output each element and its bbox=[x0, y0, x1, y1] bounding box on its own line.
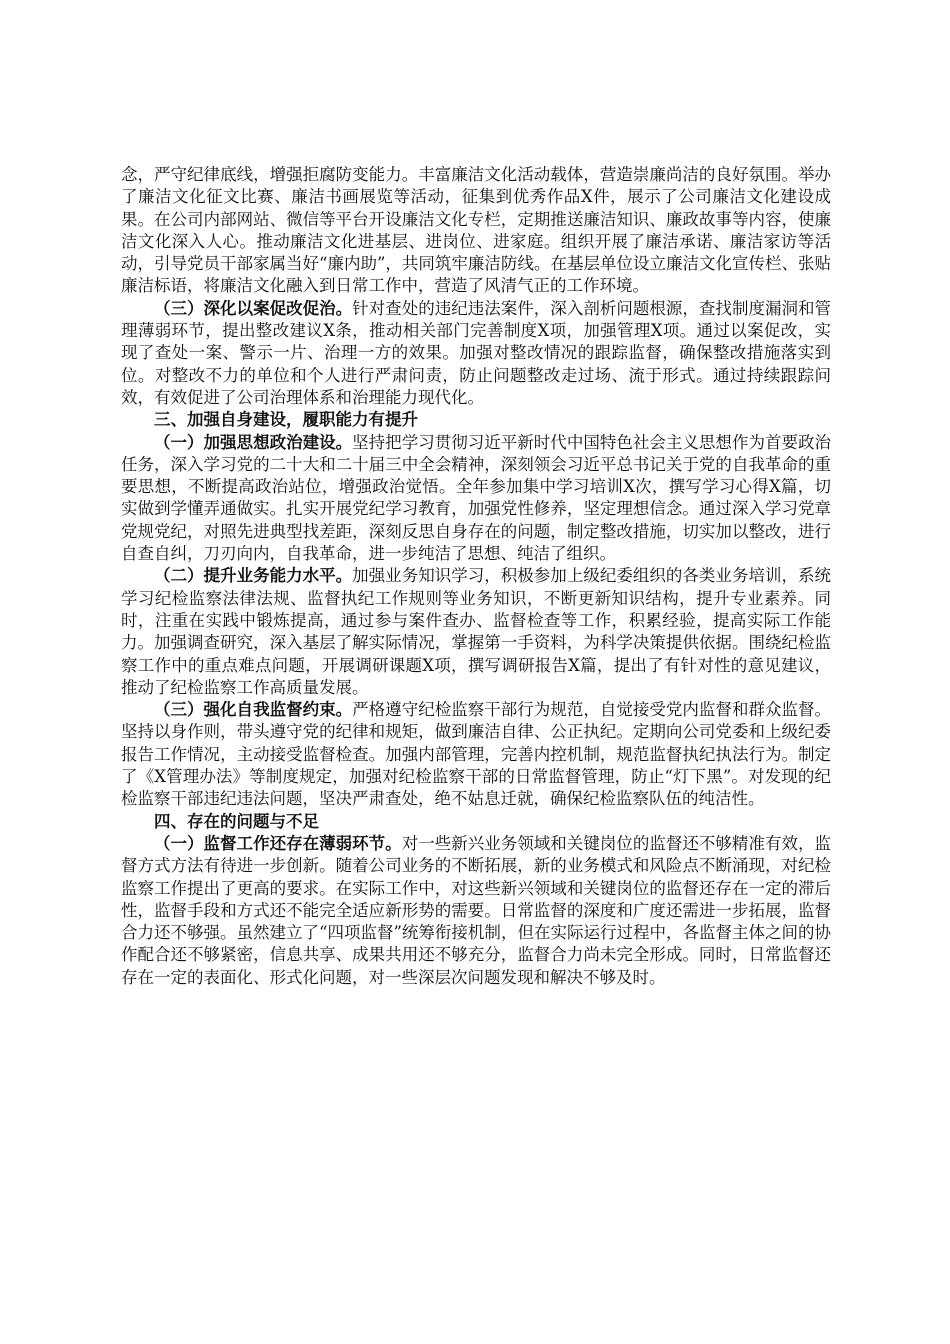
paragraph-self-supervision bbox=[121, 699, 831, 810]
paragraph-lead: （二）提升业务能力水平。 bbox=[154, 566, 353, 586]
section-heading-4: 四、存在的问题与不足 bbox=[154, 811, 319, 831]
paragraph-lead: （一）监督工作还存在薄弱环节。 bbox=[154, 833, 402, 853]
paragraph-text: 严格遵守纪检监察干部行为规范，自觉接受党内监督和群众监督。坚持以身作则，带头遵守党的纪律和规矩，做到廉洁自律、公正执纪。定期向公司党委和上级纪委报告工作情况，主动接受监督检查。加强内部管理，完善内控机制，规范监督执纪执法行为。制定了《X管理办法》等制度规定，加强对纪检监察干部的日常监督管理，防止“灯下黑”。对发现的纪检监察干部违纪违法问题，坚决严肃查处，绝不姑息迁就，确保纪检监察队伍的纯洁性。 bbox=[121, 700, 832, 809]
paragraph-case-reform bbox=[121, 298, 831, 409]
paragraph-text: 针对查处的违纪违法案件，深入剖析问题根源，查找制度漏洞和管理薄弱环节，提出整改建议X条，推动相关部门完善制度X项，加强管理X项。通过以案促改，实现了查处一案、警示一片、治理一方的效果。加强对整改情况的跟踪监督，确保整改措施落实到位。对整改不力的单位和个人进行严肃问责，防止问题整改走过场、流于形式。通过持续跟踪问效，有效促进了公司治理体系和治理能力现代化。 bbox=[121, 298, 832, 407]
paragraph-lead: （一）加强思想政治建设。 bbox=[154, 432, 353, 452]
paragraph-text: 念，严守纪律底线，增强拒腐防变能力。丰富廉洁文化活动载体，营造崇廉尚洁的良好氛围。举办了廉洁文化征文比赛、廉洁书画展览等活动，征集到优秀作品X件，展示了公司廉洁文化建设成果。在公司内部网站、微信等平台开设廉洁文化专栏，定期推送廉洁知识、廉政故事等内容，使廉洁文化深入人心。推动廉洁文化进基层、进岗位、进家庭。组织开展了廉洁承诺、廉洁家访等活动，引导党员干部家属当好“廉内助”，共同筑牢廉洁防线。在基层单位设立廉洁文化宣传栏、张贴廉洁标语，将廉洁文化融入到日常工作中，营造了风清气正的工作环境。 bbox=[121, 165, 831, 296]
paragraph-business-ability bbox=[121, 565, 831, 699]
document-page bbox=[121, 164, 831, 989]
paragraph-text: 坚持把学习贯彻习近平新时代中国特色社会主义思想作为首要政治任务，深入学习党的二十大和二十届三中全会精神，深刻领会习近平总书记关于党的自我革命的重要思想，不断提高政治站位，增强政治觉悟。全年参加集中学习培训X次，撰写学习心得X篇，切实做到学懂弄通做实。扎实开展党纪学习教育，加强党性修养，坚定理想信念。通过深入学习党章党规党纪，对照先进典型找差距，深刻反思自身存在的问题，制定整改措施，切实加以整改，进行自查自纠，刀刃向内，自我革命，进一步纯洁了思想、纯洁了组织。 bbox=[121, 432, 832, 564]
section-heading-3: 三、加强自身建设，履职能力有提升 bbox=[154, 410, 418, 430]
paragraph-culture bbox=[121, 164, 831, 298]
paragraph-text: 对一些新兴业务领域和关键岗位的监督还不够精准有效，监督方式方法有待进一步创新。随着公司业务的不断拓展，新的业务模式和风险点不断涌现，对纪检监察工作提出了更高的要求。在实际工作中，对这些新兴领域和关键岗位的监督还存在一定的滞后性，监督手段和方式还不能完全适应新形势的需要。日常监督的深度和广度还需进一步拓展，监督合力还不够强。虽然建立了“四项监督”统筹衔接机制，但在实际运行过程中，各监督主体之间的协作配合还不够紧密，信息共享、成果共用还不够充分，监督合力尚未完全形成。同时，日常监督还存在一定的表面化、形式化问题，对一些深层次问题发现和解决不够及时。 bbox=[121, 833, 832, 987]
paragraph-lead: （三）强化自我监督约束。 bbox=[154, 700, 353, 720]
paragraph-lead: （三）深化以案促改促治。 bbox=[154, 298, 353, 318]
paragraph-political bbox=[121, 432, 831, 566]
paragraph-weak-supervision bbox=[121, 833, 831, 989]
paragraph-text: 加强业务知识学习，积极参加上级纪委组织的各类业务培训，系统学习纪检监察法律法规、监督执纪工作规则等业务知识，不断更新知识结构，提升专业素养。同时，注重在实践中锻炼提高，通过参与案件查办、监督检查等工作，积累经验，提高实际工作能力。加强调查研究，深入基层了解实际情况，掌握第一手资料，为科学决策提供依据。围绕纪检监察工作中的重点难点问题，开展调研课题X项，撰写调研报告X篇，提出了有针对性的意见建议，推动了纪检监察工作高质量发展。 bbox=[121, 566, 832, 697]
